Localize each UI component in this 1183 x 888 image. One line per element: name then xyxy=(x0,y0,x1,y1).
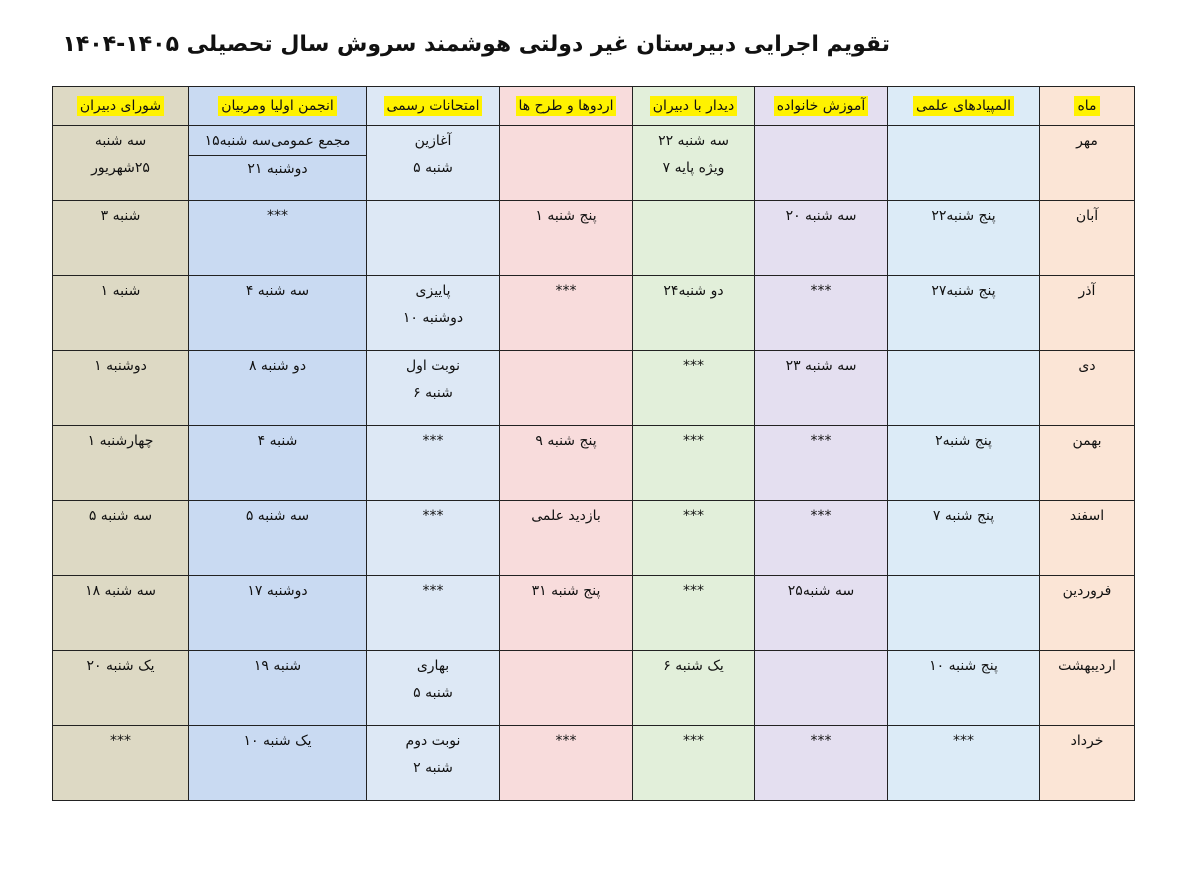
cell-line: شنبه ۲ xyxy=(413,760,453,776)
cell-council: چهارشنبه ۱ xyxy=(53,426,189,501)
header-meeting: دیدار با دبیران xyxy=(633,87,755,126)
cell-olympiad: *** xyxy=(888,726,1040,801)
table-row xyxy=(53,426,1135,501)
cell-meeting: *** xyxy=(633,726,755,801)
cell-olympiad xyxy=(888,351,1040,426)
cell-family: سه شنبه ۲۰ xyxy=(755,201,888,276)
header-month: ماه xyxy=(1040,87,1135,126)
cell-camps: پنج شنبه ۳۱ xyxy=(500,576,633,651)
calendar-table xyxy=(52,86,1135,801)
cell-meeting: *** xyxy=(633,501,755,576)
header-camps: اردوها و طرح ها xyxy=(500,87,633,126)
table-row xyxy=(53,351,1135,426)
cell-parents: یک شنبه ۱۰ xyxy=(189,726,367,801)
cell-parents: دوشنبه ۱۷ xyxy=(189,576,367,651)
cell-line: دوشنبه ۱۰ xyxy=(402,310,464,326)
cell-olympiad: پنج شنبه۲۲ xyxy=(888,201,1040,276)
cell-council xyxy=(53,126,189,201)
cell-parents: سه شنبه ۴ xyxy=(189,276,367,351)
header-family: آموزش خانواده xyxy=(755,87,888,126)
cell-line: نوبت دوم xyxy=(405,733,461,749)
cell-line: سه شنبه xyxy=(94,133,147,149)
cell-parents: سه شنبه ۵ xyxy=(189,501,367,576)
cell-line: دوشنبه ۲۱ xyxy=(247,161,308,177)
cell-meeting: یک شنبه ۶ xyxy=(633,651,755,726)
table-row xyxy=(53,651,1135,726)
cell-line: شنبه ۵ xyxy=(413,160,453,176)
cell-month: خرداد xyxy=(1040,726,1135,801)
cell-line: پاییزی xyxy=(415,283,451,299)
header-row xyxy=(53,87,1135,126)
cell-exams: *** xyxy=(367,576,500,651)
cell-exams xyxy=(367,351,500,426)
header-council: شورای دبیران xyxy=(53,87,189,126)
cell-family: *** xyxy=(755,276,888,351)
cell-olympiad: پنج شنبه ۱۰ xyxy=(888,651,1040,726)
table-row xyxy=(53,501,1135,576)
cell-camps: *** xyxy=(500,276,633,351)
table-row xyxy=(53,576,1135,651)
cell-family xyxy=(755,651,888,726)
header-parents: انجمن اولیا ومربیان xyxy=(189,87,367,126)
cell-line: مجمع عمومی‌سه شنبه۱۵ xyxy=(189,128,366,156)
cell-line: نوبت اول xyxy=(405,358,461,374)
cell-parents: دو شنبه ۸ xyxy=(189,351,367,426)
cell-council: دوشنبه ۱ xyxy=(53,351,189,426)
cell-camps xyxy=(500,651,633,726)
cell-month: آذر xyxy=(1040,276,1135,351)
cell-exams xyxy=(367,651,500,726)
cell-family xyxy=(755,126,888,201)
cell-meeting: *** xyxy=(633,426,755,501)
table-row xyxy=(53,276,1135,351)
cell-meeting: *** xyxy=(633,576,755,651)
cell-month: اسفند xyxy=(1040,501,1135,576)
cell-parents: *** xyxy=(189,201,367,276)
cell-camps: پنج شنبه ۹ xyxy=(500,426,633,501)
cell-line: سه شنبه ۲۲ xyxy=(658,133,729,149)
cell-line: شنبه ۵ xyxy=(413,685,453,701)
table-row xyxy=(53,726,1135,801)
cell-council: *** xyxy=(53,726,189,801)
cell-council: شنبه ۳ xyxy=(53,201,189,276)
cell-meeting xyxy=(633,201,755,276)
cell-meeting: دو شنبه۲۴ xyxy=(633,276,755,351)
cell-line: ویژه پایه ۷ xyxy=(662,160,725,176)
cell-olympiad: پنج شنبه۲ xyxy=(888,426,1040,501)
cell-month: مهر xyxy=(1040,126,1135,201)
cell-camps: *** xyxy=(500,726,633,801)
cell-olympiad xyxy=(888,576,1040,651)
cell-camps: بازدید علمی xyxy=(500,501,633,576)
cell-family: *** xyxy=(755,501,888,576)
cell-month: بهمن xyxy=(1040,426,1135,501)
calendar-body xyxy=(53,126,1135,801)
cell-exams: *** xyxy=(367,501,500,576)
table-row xyxy=(53,126,1135,201)
cell-parents xyxy=(189,126,367,201)
cell-parents: شنبه ۴ xyxy=(189,426,367,501)
cell-olympiad: پنج شنبه ۷ xyxy=(888,501,1040,576)
cell-camps: پنج شنبه ۱ xyxy=(500,201,633,276)
cell-line: بهاری xyxy=(416,658,450,674)
cell-council: سه شنبه ۵ xyxy=(53,501,189,576)
cell-family: سه شنبه۲۵ xyxy=(755,576,888,651)
cell-month: دی xyxy=(1040,351,1135,426)
cell-family: *** xyxy=(755,426,888,501)
table-row xyxy=(53,201,1135,276)
cell-olympiad xyxy=(888,126,1040,201)
cell-camps xyxy=(500,351,633,426)
cell-month: فروردین xyxy=(1040,576,1135,651)
cell-parents: شنبه ۱۹ xyxy=(189,651,367,726)
cell-month: آبان xyxy=(1040,201,1135,276)
cell-exams xyxy=(367,126,500,201)
cell-line: آغازین xyxy=(414,133,452,149)
cell-exams: *** xyxy=(367,426,500,501)
cell-council: یک شنبه ۲۰ xyxy=(53,651,189,726)
cell-family: سه شنبه ۲۳ xyxy=(755,351,888,426)
header-exams: امتحانات رسمی xyxy=(367,87,500,126)
cell-exams xyxy=(367,276,500,351)
cell-meeting xyxy=(633,126,755,201)
cell-council: شنبه ۱ xyxy=(53,276,189,351)
header-olympiad: المپیادهای علمی xyxy=(888,87,1040,126)
cell-family: *** xyxy=(755,726,888,801)
cell-exams xyxy=(367,201,500,276)
cell-council: سه شنبه ۱۸ xyxy=(53,576,189,651)
cell-meeting: *** xyxy=(633,351,755,426)
cell-olympiad: پنج شنبه۲۷ xyxy=(888,276,1040,351)
cell-line: ۲۵شهریور xyxy=(91,160,150,176)
cell-camps xyxy=(500,126,633,201)
cell-exams xyxy=(367,726,500,801)
page-title: تقویم اجرایی دبیرستان غیر دولتی هوشمند سروش سال تحصیلی ۱۴۰۵-۱۴۰۴ xyxy=(62,32,890,57)
cell-month: اردیبهشت xyxy=(1040,651,1135,726)
cell-line: شنبه ۶ xyxy=(413,385,453,401)
